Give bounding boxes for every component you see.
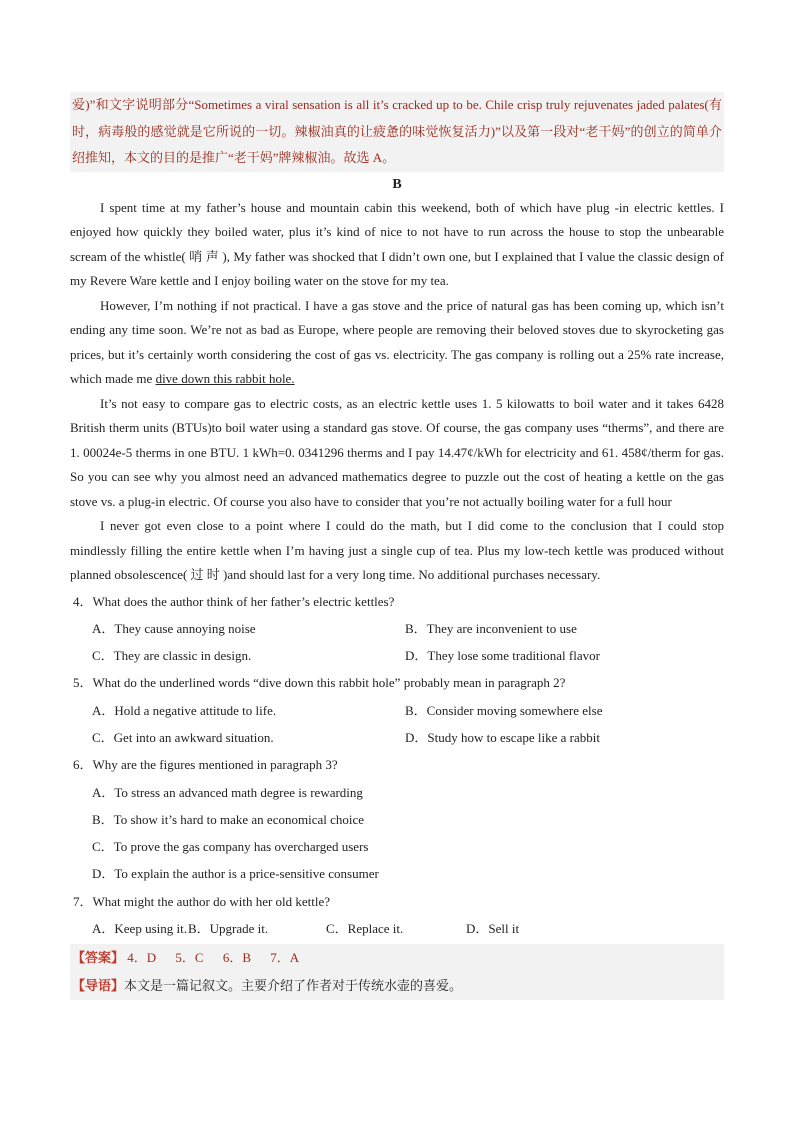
question-stem: 7．What might the author do with her old kettle? [73,893,331,909]
option-b: B．Upgrade it. [188,921,269,937]
option-d: D．To explain the author is a price-sensitive consumer [92,866,379,882]
paragraph-1: I spent time at my father’s house and mountain cabin this weekend, both of which have plug -in electric kettles. I enjoyed how quickly they boiled water, plus it’s kind of nice to not have to run across the house to stop the unbearable scream of the whistle( 哨 声 ), My father was shocked that I didn’t own one, but I explained that I value the classic design of my Revere Ware kettle and I enjoy boiling water on the stove for my tea. [70,199,724,288]
answer-item: 5．C [175,950,204,966]
answer-item: 7．A [270,950,300,966]
section-letter: B [392,176,402,192]
answer-row [70,944,724,972]
option-b: B．They are inconvenient to use [405,620,577,636]
paragraph-4: I never got even close to a point where I could do the math, but I did come to the conclusion that I could stop mindlessly filling the entire kettle when I’m having just a single cup of tea. Plus my low-tech kettle was produced without planned obsolescence( 过 时 )and should last for a very long time. No additional purchases necessary. [70,518,724,582]
answer-box [70,944,724,1000]
paragraph-3: It’s not easy to compare gas to electric costs, as an electric kettle uses 1. 5 kilowatts to boil water and it takes 6428 British therm units (BTUs)to boil water using a standard gas stove. Of course, the gas company uses “therms”, and there are 1. 00024e-5 therms in one BTU. 1 kWh=0. 0341296 therms and I pay 14.47¢/kWh for electricity and 61. 458¢/therm for gas. So you can see why you almost need an advanced mathematics degree to puzzle out the cost of heating a kettle on the gas stove vs. a plug-in electric. Of course you also have to consider that you’re not actually boiling water for a full hour [70,395,724,509]
option-d: D．Study how to escape like a rabbit [405,729,600,745]
option-a: A．They cause annoying noise [92,620,256,636]
underlined-phrase: dive down this rabbit hole. [155,371,295,386]
question-options [70,615,724,670]
option-a: A．Keep using it. [92,921,187,937]
guide-row [70,972,724,1000]
option-c: C．Replace it. [326,921,404,937]
question-4 [70,588,724,670]
question-5 [70,669,724,751]
answer-list [127,950,315,965]
option-c: C．They are classic in design. [92,648,252,664]
reading-passage [70,196,724,588]
question-7 [70,888,724,943]
question-6 [70,751,724,887]
question-options [70,779,724,888]
option-d: D．Sell it [466,921,520,937]
question-stem: 4．What does the author think of her father’s electric kettles? [73,593,395,609]
answer-tag: 【答案】 [72,951,125,967]
option-a: A．To stress an advanced math degree is rewarding [92,784,363,800]
question-options [70,915,724,942]
analysis-box [70,92,724,172]
document-page [70,92,724,1000]
question-stem: 5．What do the underlined words “dive down this rabbit hole” probably mean in paragraph 2? [73,675,566,691]
paragraph-2 [70,294,724,392]
paragraph-2-text: However, I’m nothing if not practical. I have a gas stove and the price of natural gas has been coming up, which isn’t ending any time soon. We’re not as bad as Europe, where people are removing their beloved stoves due to skyrocketing gas prices, but it’s certainly worth considering the cost of gas vs. electricity. The gas company is rolling out a 25% rate increase, which made me [70,297,724,386]
option-c: C．To prove the gas company has overcharged users [92,839,369,855]
option-a: A．Hold a negative attitude to life. [92,702,277,718]
guide-text: 本文是一篇记叙文。主要介绍了作者对于传统水壶的喜爱。 [124,978,463,994]
guide-tag: 【导语】 [72,979,125,995]
option-c: C．Get into an awkward situation. [92,729,274,745]
option-b: B．To show it’s hard to make an economical choice [92,811,365,827]
option-d: D．They lose some traditional flavor [405,648,600,664]
option-b: B．Consider moving somewhere else [405,702,603,718]
question-stem: 6．Why are the figures mentioned in paragraph 3? [73,757,338,773]
question-options [70,697,724,752]
answer-item: 6．B [222,950,251,966]
analysis-text: 爱)”和文字说明部分“Sometimes a viral sensation is all it’s cracked up to be. Chile crisp truly rejuvenates jaded palates(有时，病毒般的感觉就是它所说的一切。辣椒油真的让疲惫的味觉恢复活力)”以及第一段对“老干妈”的创立的简单介绍推知，本文的目的是推广“老干妈”牌辣椒油。故选 A。 [72,97,722,165]
answer-item: 4．D [127,950,157,966]
